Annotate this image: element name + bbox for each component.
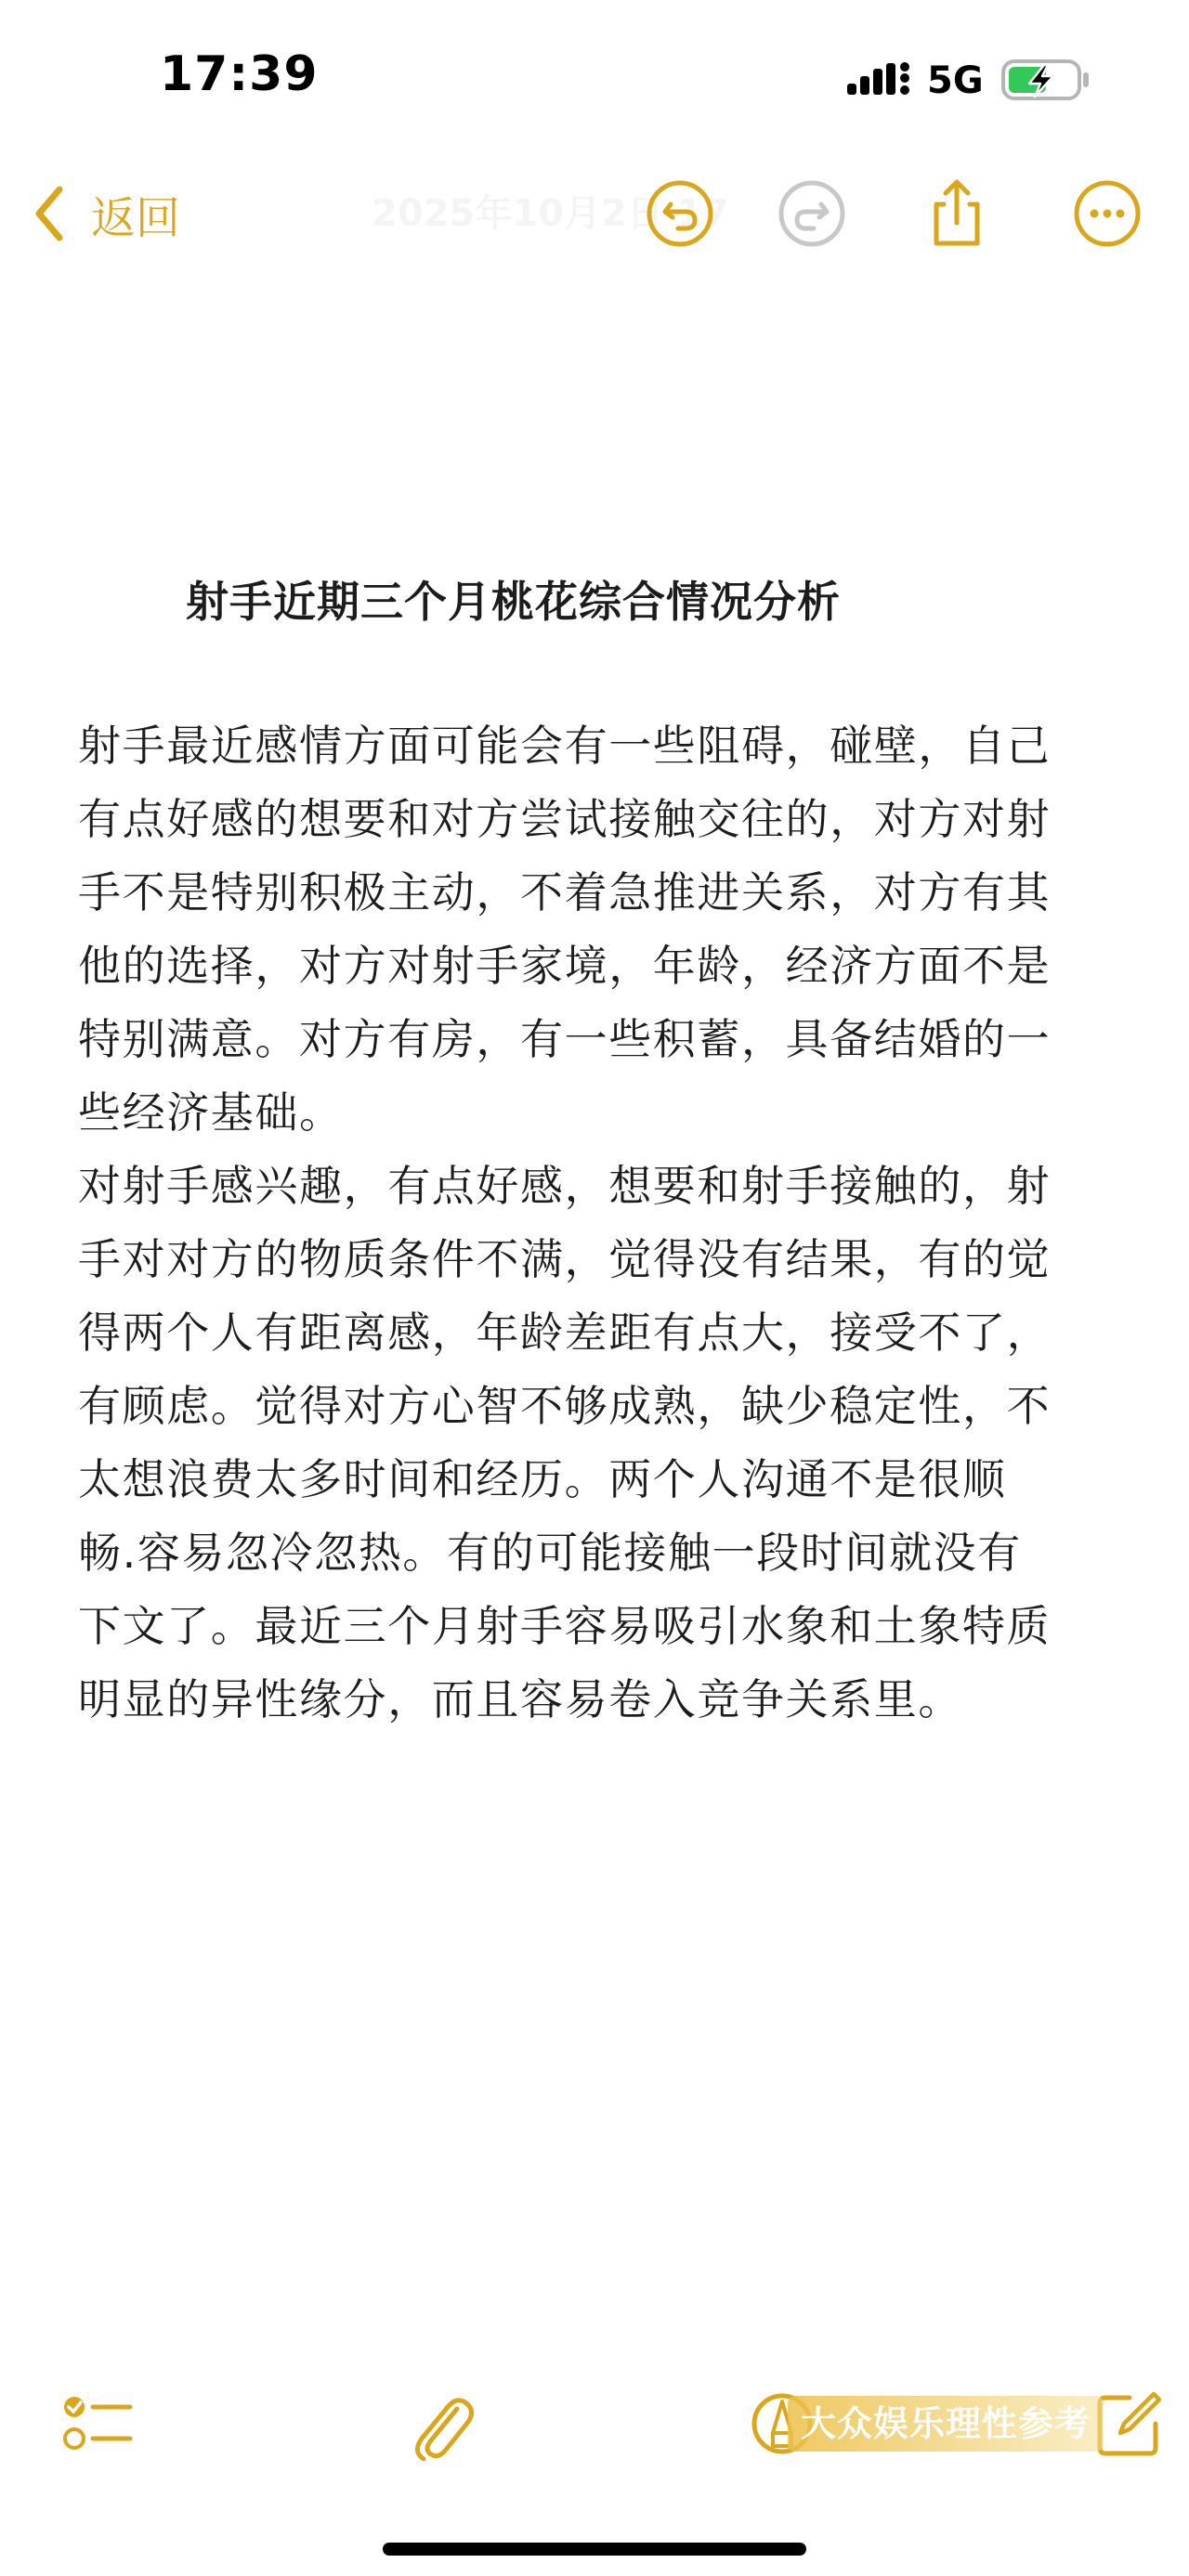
chevron-left-icon bbox=[32, 184, 69, 243]
watermark: 大众娱乐理性参考 bbox=[788, 2396, 1104, 2452]
nav-bar bbox=[0, 158, 1189, 269]
note-paragraph: 对射手感兴趣，有点好感，想要和射手接触的，射 手对对方的物质条件不满，觉得没有结果，有的觉 得两个人有距离感，年龄差距有点大，接受不了， 有顾虑。觉得对方心智不够成熟，缺少稳定性，不 太想浪费太多时间和经历。两个人沟通不是很顺 畅.容易忽冷忽热。有的可能接触一段时间就没有 下文了。最近三个月射手容易吸引水象和土象特质 明显的异性缘分，而且容易卷入竞争关系里。 bbox=[78, 1161, 1052, 1724]
network-label: 5G bbox=[927, 59, 984, 102]
cellular-signal-icon bbox=[847, 59, 916, 100]
note-body[interactable] bbox=[78, 709, 1122, 1737]
back-button[interactable] bbox=[32, 180, 180, 247]
note-title[interactable]: 射手近期三个月桃花综合情况分析 bbox=[186, 577, 841, 627]
home-indicator[interactable] bbox=[383, 2543, 806, 2556]
battery-charging-icon bbox=[1001, 58, 1091, 102]
attachment-icon[interactable] bbox=[409, 2387, 476, 2461]
undo-icon[interactable] bbox=[643, 176, 717, 251]
redo-icon[interactable] bbox=[775, 176, 849, 251]
checklist-icon[interactable] bbox=[61, 2392, 136, 2455]
share-icon[interactable] bbox=[920, 176, 994, 251]
note-paragraph: 射手最近感情方面可能会有一些阻碍，碰壁，自己 有点好感的想要和对方尝试接触交往的，对方对射 手不是特别积极主动，不着急推进关系，对方有其 他的选择，对方对射手家境，年龄，经济方面不是 特别满意。对方有房，有一些积蓄，具备结婚的一 些经济基础。 bbox=[78, 721, 1052, 1138]
status-time: 17:39 bbox=[160, 46, 319, 102]
status-bar bbox=[0, 0, 1189, 149]
faded-note-date: 2025年10月2日 17 bbox=[372, 192, 729, 235]
back-label: 返回 bbox=[91, 191, 181, 244]
more-icon[interactable] bbox=[1070, 176, 1144, 251]
